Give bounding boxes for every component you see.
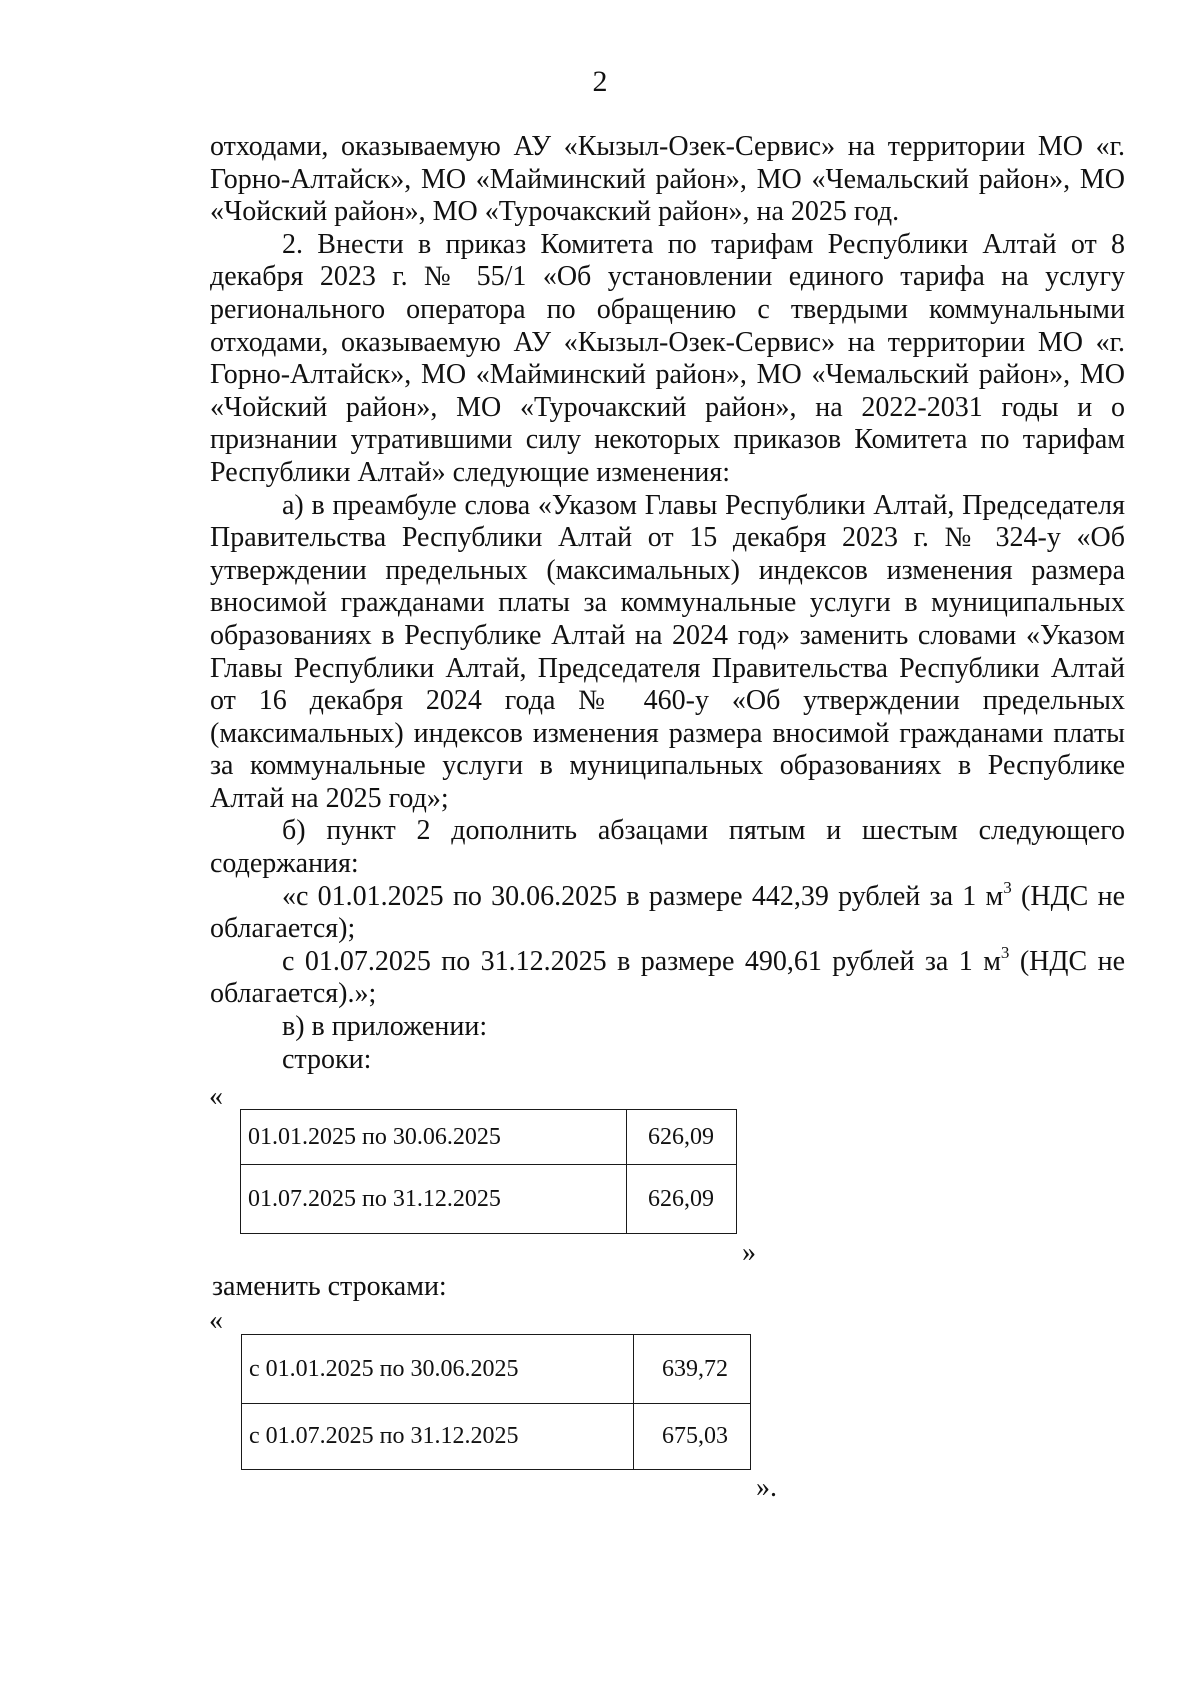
period-cell: с 01.07.2025 по 31.12.2025	[242, 1404, 634, 1470]
period-cell: 01.01.2025 по 30.06.2025	[241, 1110, 627, 1165]
value-cell: 626,09	[627, 1165, 737, 1234]
old-rows-table	[240, 1109, 737, 1234]
cubic-superscript: 3	[1003, 877, 1012, 897]
rows-label: строки:	[282, 1043, 372, 1075]
cubic-superscript: 3	[1000, 942, 1010, 962]
tariff-line-text: «с 01.01.2025 по 30.06.2025 в размере 442,39 рублей за 1 м	[282, 880, 1004, 912]
period-cell: с 01.01.2025 по 30.06.2025	[242, 1335, 634, 1404]
document-body	[210, 131, 1125, 1076]
table-row	[242, 1335, 751, 1404]
tariff-line-text: (НДС не облагается);	[210, 880, 1126, 945]
paragraph-continuation: отходами, оказываемую АУ «Кызыл-Озек-Сервис» на территории МО «г. Горно-Алтайск», МО «Майминский район», МО «Чемальский район», МО «Чойский район», МО «Турочакский район», на 2025 год.	[210, 131, 1125, 228]
page-number: 2	[592, 65, 608, 98]
table-row	[241, 1110, 737, 1165]
open-quote-old: «	[209, 1081, 223, 1112]
open-quote-new: «	[209, 1305, 223, 1336]
table-row	[242, 1404, 751, 1470]
new-rows-table	[241, 1334, 751, 1470]
tariff-line-second-half	[210, 942, 1125, 1011]
period-cell: 01.07.2025 по 31.12.2025	[241, 1165, 627, 1234]
tariff-line-text: с 01.07.2025 по 31.12.2025 в размере 490,61 рублей за 1 м	[282, 945, 1001, 977]
tariff-line-text: (НДС не облагается).»;	[210, 945, 1125, 1010]
tariff-line-first-half	[210, 877, 1126, 946]
value-cell: 626,09	[627, 1110, 737, 1165]
table-row	[241, 1165, 737, 1234]
replace-label: заменить строками:	[212, 1271, 447, 1302]
paragraph-item-b: б) пункт 2 дополнить абзацами пятым и шестым следующего содержания:	[210, 815, 1125, 880]
paragraph-item-2: 2. Внести в приказ Комитета по тарифам Республики Алтай от 8 декабря 2023 г. № 55/1 «Об установлении единого тарифа на услугу регионального оператора по обращению с твердыми коммунальными отходами, оказываемую АУ «Кызыл-Озек-Сервис» на территории МО «г. Горно-Алтайск», МО «Майминский район», МО «Чемальский район», МО «Чойский район», МО «Турочакский район», на 2022-2031 годы и о признании утратившими силу некоторых приказов Комитета по тарифам Республики Алтай» следующие изменения:	[210, 228, 1125, 488]
paragraph-item-v: в) в приложении:	[282, 1011, 488, 1043]
value-cell: 675,03	[634, 1404, 751, 1470]
paragraph-item-a: а) в преамбуле слова «Указом Главы Республики Алтай, Председателя Правительства Республики Алтай от 15 декабря 2023 г. № 324-у «Об утверждении предельных (максимальных) индексов изменения размера вносимой гражданами платы за коммунальные услуги в муниципальных образованиях в Республике Алтай на 2024 год» заменить словами «Указом Главы Республики Алтай, Председателя Правительства Республики Алтай от 16 декабря 2024 года № 460-у «Об утверждении предельных (максимальных) индексов изменения размера вносимой гражданами платы за коммунальные услуги в муниципальных образованиях в Республике Алтай на 2025 год»;	[210, 489, 1125, 814]
value-cell: 639,72	[634, 1335, 751, 1404]
close-quote-old: »	[742, 1237, 756, 1268]
close-quote-new: ».	[756, 1472, 777, 1503]
